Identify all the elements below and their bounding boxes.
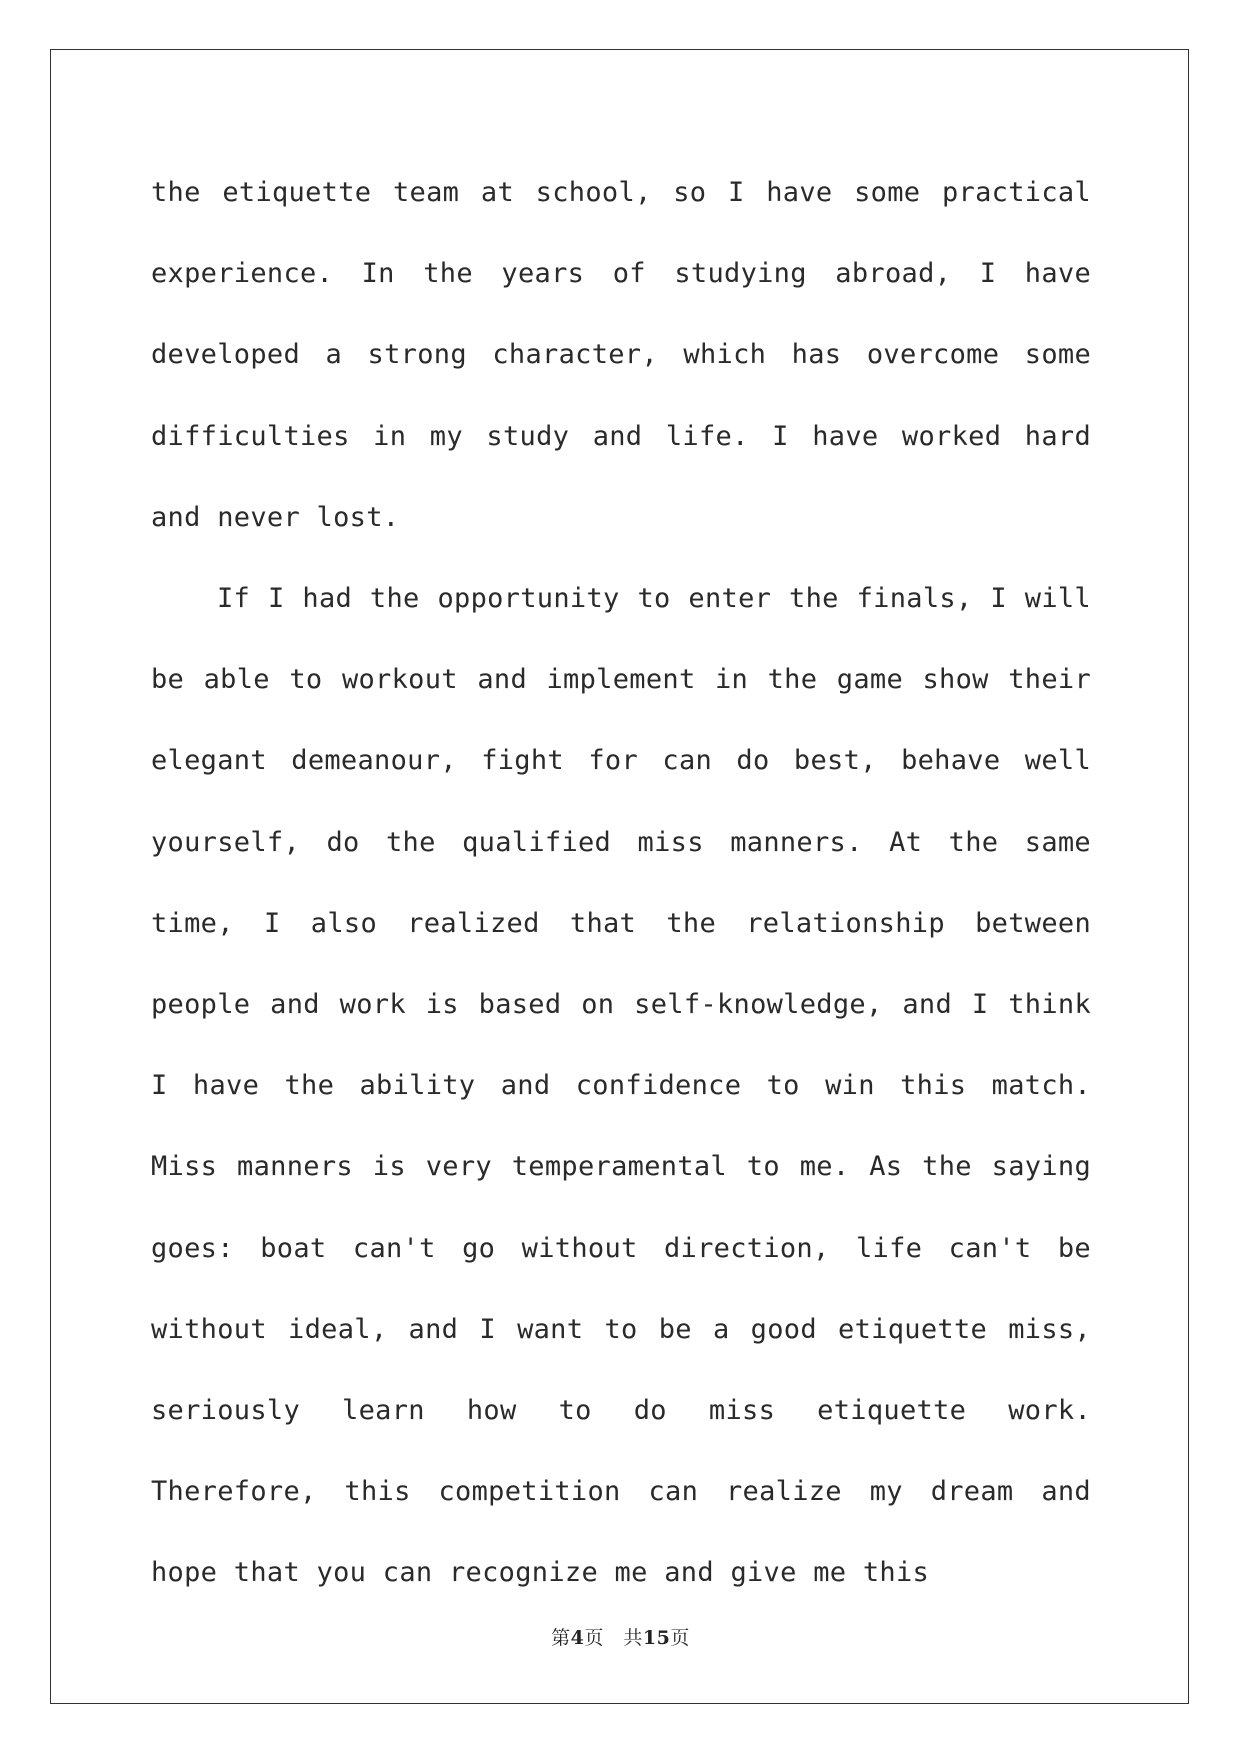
paragraph-finals: If I had the opportunity to enter the finals, I will be able to workout and implement in the game show their elegant demeanour, fight for can do best, behave well yourself, do the qualified miss manners. At the same time, I also realized that the relationship between people and work is based on self-knowledge, and I think I have the ability and confidence to win this match. Miss manners is very temperamental to me. As the saying goes: boat can't go without direction, life can't be without ideal, and I want to be a good etiquette miss, seriously learn how to do miss etiquette work. Therefore, this competition can realize my dream and hope that you can recognize me and give me this [151, 583, 1091, 1589]
total-pages-number: 15 [642, 1627, 671, 1649]
current-page-number: 4 [570, 1627, 585, 1649]
footer-suffix: 页 [670, 1627, 690, 1649]
footer-middle: 页 共 [584, 1627, 643, 1649]
paragraph-continued: the etiquette team at school, so I have some practical experience. In the years of studying abroad, I have developed a strong character, which has overcome some difficulties in my study and life. I have worked hard and never lost. [151, 177, 1091, 533]
document-body [151, 152, 1091, 1614]
page-footer [0, 1623, 1241, 1650]
footer-prefix: 第 [551, 1627, 571, 1649]
